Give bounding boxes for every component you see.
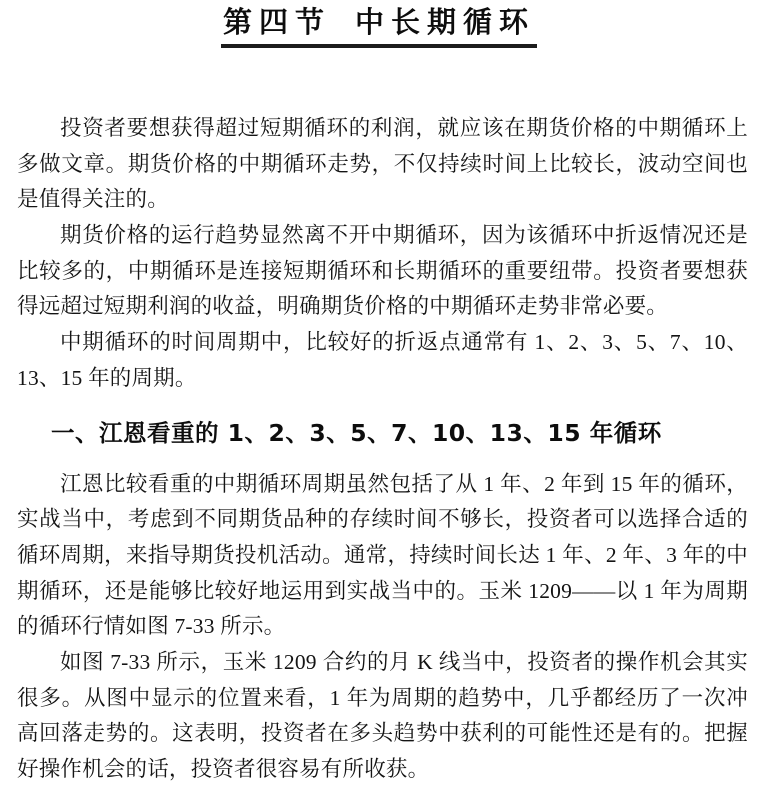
paragraph: 投资者要想获得超过短期循环的利润，就应该在期货价格的中期循环上多做文章。期货价格的中期循环走势，不仅持续时间上比较长，波动空间也是值得关注的。: [17, 115, 748, 212]
paragraph: 如图 7-33 所示，玉米 1209 合约的月 K 线当中，投资者的操作机会其实很多。从图中显示的位置来看，1 年为周期的趋势中，几乎都经历了一次冲高回落走势的。这表明，投资者在多头趋势中获利的可能性还是有的。把握好操作机会的话，投资者很容易有所收获。: [17, 650, 748, 782]
paragraph: 期货价格的运行趋势显然离不开中期循环，因为该循环中折返情况还是比较多的，中期循环是连接短期循环和长期循环的重要纽带。投资者要想获得远超过短期利润的收益，明确期货价格的中期循环走势非常必要。: [17, 223, 748, 319]
body-text: [0, 111, 758, 788]
page-title-section-number: 第四节: [222, 5, 331, 39]
paragraph: 江恩比较看重的中期循环周期虽然包括了从 1 年、2 年到 15 年的循环，实战当中，考虑到不同期货品种的存续时间不够长，投资者可以选择合适的循环周期，来指导期货投机活动。通常，持续时间长达 1 年、2 年、3 年的中期循环，还是能够比较好地运用到实战当中的。玉米 1209——以 1 年为周期的循环行情如图 7-33 所示。: [17, 471, 748, 639]
paragraph: 中期循环的时间周期中，比较好的折返点通常有 1、2、3、5、7、10、13、15 年的周期。: [17, 330, 748, 390]
page-title: [0, 0, 758, 48]
page-title-section-name: 中长期循环: [355, 5, 536, 39]
section-heading: 一、江恩看重的 1、2、3、5、7、10、13、15 年循环: [51, 418, 662, 447]
page-title-text: [221, 7, 537, 48]
